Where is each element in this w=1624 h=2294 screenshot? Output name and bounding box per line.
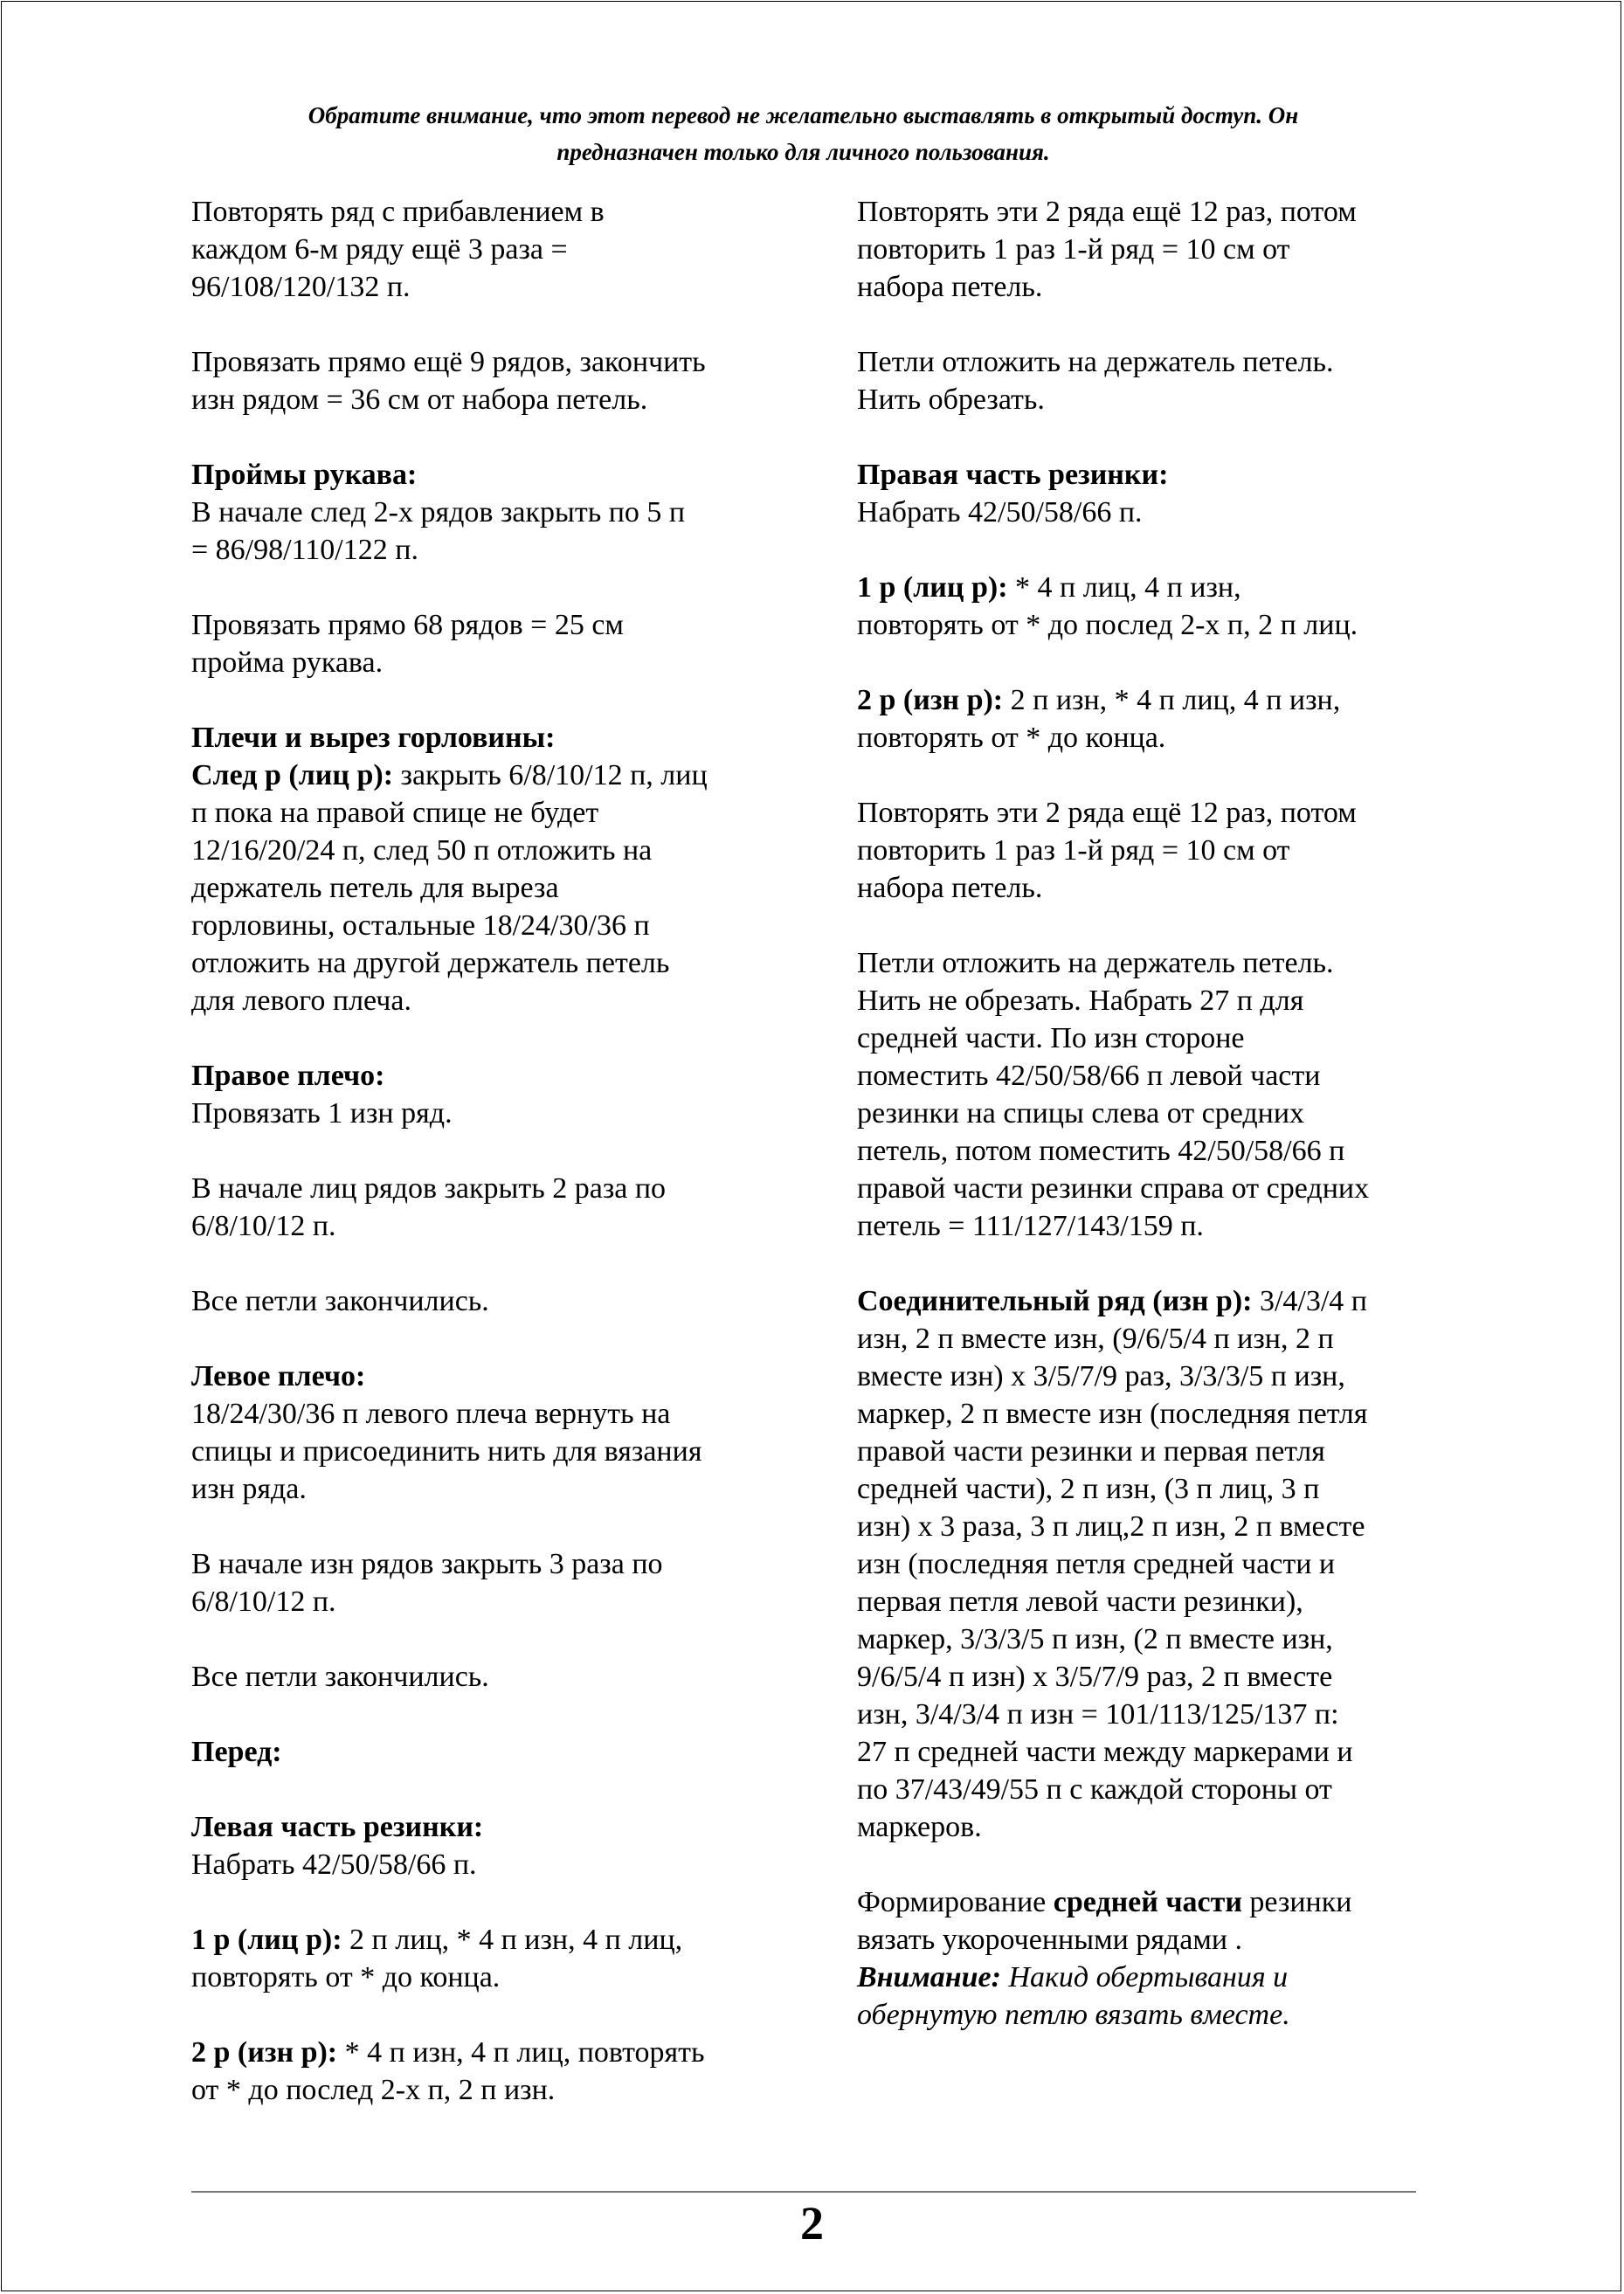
paragraph-bind-off-purl: В начале изн рядов закрыть 3 раза по 6/8/10/12 п.: [191, 1548, 663, 1618]
page-header-notice: [191, 97, 1415, 170]
paragraph-join-parts: Петли отложить на держатель петель. Нить не обрезать. Набрать 27 п для средней части. По изн стороне поместить 42/50/58/66 п левой части резинки на спицы слева от средних петель, потом поместить 42/50/58/66 п правой части резинки справа от средних петель = 111/127/143/159 п.: [857, 947, 1370, 1242]
section-left-ribbing: Левая часть резинки: Набрать 42/50/58/66 п.: [191, 1808, 794, 1883]
section-shoulders-neckline: Плечи и вырез горловины: След р (лиц р): закрыть 6/8/10/12 п, лиц п пока на правой спице не будет 12/16/20/24 п, след 50 п отложить на держатель петель для выреза горловины, остальные 18/24/30/36 п отложить на другой держатель петель для левого плеча.: [191, 719, 794, 1019]
paragraph-joining-row: Соединительный ряд (изн р): 3/4/3/4 п изн, 2 п вместе изн, (9/6/5/4 п изн, 2 п вместе изн) x 3/5/7/9 раз, 3/3/3/5 п изн, маркер, 2 п вместе изн (последняя петля правой части резинки и первая петля средней части), 2 п изн, (3 п лиц, 3 п изн) x 3 раза, 3 п лиц,2 п изн, 2 п вместе изн (последняя петля средней части и первая петля левой части резинки), маркер, 3/3/3/5 п изн, (2 п вместе изн, 9/6/5/4 п изн) x 3/5/7/9 раз, 2 п вместе изн, 3/4/3/4 п изн = 101/113/125/137 п: 27 п средней части между маркерами и по 37/43/49/55 п с каждой стороны от маркеров.: [857, 1285, 1368, 1843]
right-column: [857, 193, 1434, 2071]
paragraph-holder-cut: Петли отложить на держатель петель. Нить обрезать.: [857, 346, 1334, 416]
paragraph-row-2: 2 р (изн р): 2 п изн, * 4 п лиц, 4 п изн, повторять от * до конца.: [857, 684, 1341, 754]
row-label: 1 р (лиц р):: [857, 571, 1008, 604]
section-title-front: Перед:: [191, 1736, 282, 1768]
paragraph-increase-rows: Повторять ряд с прибавлением в каждом 6-м ряду ещё 3 раза = 96/108/120/132 п.: [191, 196, 605, 303]
page-number: 2: [800, 2197, 824, 2249]
paragraph-all-stitches-done: Все петли закончились.: [191, 1285, 489, 1317]
paragraph-row-2: 2 р (изн р): * 4 п изн, 4 п лиц, повторять от * до послед 2-х п, 2 п изн.: [191, 2036, 705, 2106]
section-title: Плечи и вырез горловины:: [191, 722, 556, 754]
left-column: [191, 193, 794, 2146]
row-label: 2 р (изн р):: [191, 2036, 338, 2069]
row-label: 1 р (лиц р):: [191, 1924, 342, 1956]
paragraph-armhole-length: Провязать прямо 68 рядов = 25 см пройма рукава.: [191, 609, 624, 679]
paragraph-row-1: 1 р (лиц р): 2 п лиц, * 4 п изн, 4 п лиц, повторять от * до конца.: [191, 1924, 683, 1993]
section-title: Левая часть резинки:: [191, 1811, 484, 1843]
section-title: Проймы рукава:: [191, 459, 418, 491]
paragraph-repeat-rows: Повторять эти 2 ряда ещё 12 раз, потом повторить 1 раз 1-й ряд = 10 см от набора петель.: [857, 797, 1357, 904]
paragraph-bind-off-knit: В начале лиц рядов закрыть 2 раза по 6/8/10/12 п.: [191, 1172, 667, 1242]
section-right-ribbing: Правая часть резинки: Набрать 42/50/58/66 п.: [857, 456, 1434, 531]
section-title: Правая часть резинки:: [857, 459, 1169, 491]
header-line-1: Обратите внимание, что этот перевод не желательно выставлять в открытый доступ. Он: [308, 102, 1299, 128]
section-title: Правое плечо:: [191, 1060, 385, 1092]
paragraph-short-rows: Формирование средней части резинки вязать укороченными рядами . Внимание: Накид обертывания и обернутую петлю вязать вместе.: [857, 1886, 1352, 2031]
row-label: 2 р (изн р):: [857, 684, 1004, 716]
section-left-shoulder: Левое плечо: 18/24/30/36 п левого плеча вернуть на спицы и присоединить нить для вязания изн ряда.: [191, 1358, 794, 1508]
paragraph-row-1: 1 р (лиц р): * 4 п лиц, 4 п изн, повторять от * до послед 2-х п, 2 п лиц.: [857, 571, 1358, 641]
paragraph-knit-straight: Провязать прямо ещё 9 рядов, закончить изн рядом = 36 см от набора петель.: [191, 346, 706, 416]
paragraph-repeat-rows: Повторять эти 2 ряда ещё 12 раз, потом повторить 1 раз 1-й ряд = 10 см от набора петель.: [857, 196, 1357, 303]
section-armholes: Проймы рукава: В начале след 2-х рядов закрыть по 5 п = 86/98/110/122 п.: [191, 456, 794, 569]
section-title: Левое плечо:: [191, 1360, 366, 1392]
header-line-2: предназначен только для личного пользования.: [556, 139, 1050, 165]
row-label: След р (лиц р):: [191, 759, 394, 791]
section-right-shoulder: Правое плечо: Провязать 1 изн ряд.: [191, 1057, 794, 1132]
note-label: Внимание:: [857, 1961, 1001, 1993]
paragraph-all-stitches-done: Все петли закончились.: [191, 1661, 489, 1693]
row-label: Соединительный ряд (изн р):: [857, 1285, 1253, 1317]
